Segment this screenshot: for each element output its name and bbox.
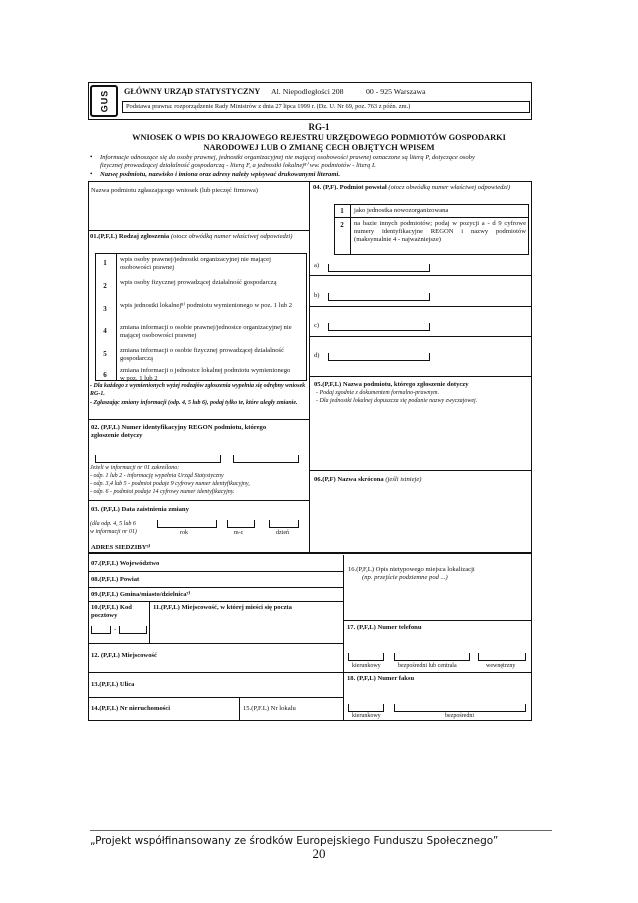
postal-dash: - [114, 626, 117, 633]
s04-option-2-text: na bazie innych podmiotów; podaj w pozycji a - d 9 cyfrowe numery identyfikacyjne REGON i nazwy podmiotów (maksymalnie 4 - najważniejsze) [354, 220, 526, 243]
address-heading: ADRES SIEDZIBY⁹⁾ [91, 544, 151, 551]
s02-note-intro: Jeżeli w informacji nr 01 zakreślono: [90, 465, 180, 471]
f08-label: 08.(P,F,L) Powiat [91, 576, 140, 583]
s01-option-4-text: zmiana informacji o osobie prawnej/jednostce organizacyjnej nie mającej osobowości prawnej [120, 324, 292, 339]
f14-label: 14.(P,F,L) Nr nieruchomości [91, 705, 171, 712]
s02-title: 02. (P,F,L) Numer identyfikacyjny REGON podmiotu, którego zgłoszenie dotyczy [91, 424, 267, 439]
page-number: 20 [312, 846, 326, 861]
form-title-line1: WNIOSEK O WPIS DO KRAJOWEGO REJESTRU URZĘDOWEGO PODMIOTÓW GOSPODARKI [132, 133, 506, 142]
date-day-label: dzień [276, 530, 289, 536]
f13-label: 13.(P,F,L) Ulica [91, 681, 135, 688]
regon-a-letter: a) [314, 262, 320, 269]
s01-note-separate-form: - Dla każdego z wymienionych wyżej rodzajów zgłoszenia wypełnia się odrębny wniosek RG-1. [90, 383, 306, 397]
f07-label: 07.(P,F,L) Województwo [91, 560, 160, 567]
office-address: Al. Niepodległości 208 [271, 87, 344, 96]
f16-hint: (np. przejście podziemne pod ...) [362, 574, 448, 581]
bullet-1: • [90, 153, 93, 161]
s05-note-1: - Podaj zgodnie z dokumentem formalno-prawnym. [316, 390, 439, 396]
date-day-field[interactable] [269, 520, 299, 528]
legal-basis: Podstawa prawna: rozporządzenie Rady Ministrów z dnia 27 lipca 1999 r. (Dz. U. Nr 69, poz. 763 z późn. zm.) [126, 103, 411, 110]
date-month-field[interactable] [227, 520, 255, 528]
phone-ext-field[interactable] [478, 653, 526, 661]
postal-code-part1[interactable] [91, 626, 111, 634]
postal-code-part2[interactable] [119, 626, 147, 634]
footer-rule [90, 830, 552, 831]
s02-note-3: - odp. 6 - podmiot podaje 14 cyfrowy numer identyfikacyjny. [90, 489, 235, 495]
s02-note-1: - odp. 1 lub 2 - informację wypełnia Urząd Statystyczny [90, 473, 224, 479]
s01-option-6-text: zmiana informacji o jednostce lokalnej podmiotu wymienionego w poz. 1 lub 2 [120, 367, 291, 382]
s01-option-2-text: wpis osoby fizycznej prowadzącej działalność gospodarczą [120, 279, 277, 286]
regon-digits-5[interactable] [233, 455, 299, 463]
regon-b-letter: b) [314, 292, 320, 299]
bullet-2: • [90, 170, 93, 178]
date-year-field[interactable] [157, 520, 217, 528]
s04-option-1-text: jako jednostka nowozorganizowana [354, 207, 449, 214]
phone-direct-field[interactable] [394, 653, 470, 661]
f11-label: 11.(P,F,L) Miejscowość, w której mieści się poczta [153, 604, 292, 611]
s01-option-3-text: wpis jednostki lokalnej⁸⁾ podmiotu wymienionego w poz. 1 lub 2 [120, 302, 293, 309]
s03-title: 03. (P,F,L) Data zaistnienia zmiany [91, 506, 189, 513]
s01-heading: 01.(P,F,L) Rodzaj zgłoszenia (otocz obwódką numer właściwej odpowiedzi) [90, 233, 293, 240]
gus-logo [90, 85, 118, 117]
s05-note-2: - Dla jednostki lokalnej dopuszcza się podanie nazwy zwyczajowej. [316, 398, 478, 404]
name-box-input[interactable] [90, 196, 308, 230]
f17-sub-area: kierunkowy [352, 663, 381, 669]
footer-text: „Projekt współfinansowany ze środków Europejskiego Funduszu Społecznego” [90, 835, 499, 847]
regon-d-field[interactable] [328, 353, 430, 361]
f10-label: 10.(P,F,L) Kod pocztowy [91, 604, 132, 619]
s03-hint-2: w informacji nr 01) [90, 529, 137, 535]
f09-label: 09.(P,F,L) Gmina/miasto/dzielnica⁷⁾ [91, 591, 191, 598]
s05-name-field[interactable] [312, 408, 530, 470]
regon-d-letter: d) [314, 352, 320, 359]
gus-logo-text: GUS [98, 89, 109, 113]
regon-digits-9[interactable] [95, 455, 221, 463]
f17-label: 17. (P,F,L) Numer telefonu [347, 624, 422, 631]
office-postal: 00 - 925 Warszawa [366, 87, 426, 96]
fax-area-field[interactable] [348, 704, 384, 712]
s06-short-name-field[interactable] [312, 486, 530, 550]
s03-hint-1: (dla odp. 4, 5 lub 6 [90, 521, 136, 527]
regon-a-field[interactable] [328, 264, 430, 272]
office-name: GŁÓWNY URZĄD STATYSTYCZNY [124, 87, 261, 96]
s01-note-changes-only: - Zgłaszając zmiany informacji (odp. 4, 5 lub 6), podaj tylko te, które uległy zmianie. [90, 400, 298, 406]
s04-option-2-num: 2 [340, 221, 344, 229]
fax-direct-field[interactable] [394, 704, 526, 712]
form-title-line2: NARODOWEJ LUB O ZMIANĘ CECH OBJĘTYCH WPISEM [203, 143, 435, 152]
note-letters-line1: Informacje odnoszące się do osoby prawnej, jednostki organizacyjnej nie mającej osobowości prawnej oznaczone są literą P, dotyczące osoby [100, 154, 475, 161]
s01-option-2-num: 2 [103, 282, 107, 290]
name-box-label: Nazwa podmiotu zgłaszającego wniosek (lub pieczęć firmowa) [91, 187, 258, 194]
s01-option-1-text: wpis osoby prawnej/jednostki organizacyjnej nie mającej osobowości prawnej [120, 256, 271, 271]
note-print-letters: Nazwę podmiotu, nazwisko i imiona oraz adresy należy wpisywać drukowanymi literami. [100, 171, 340, 178]
note-letters-line2: fizycznej prowadzącej działalność gospodarczą - literą F, a jednostki lokalnej⁸⁾ ww. podmiotów - literą L [100, 162, 376, 169]
s01-option-6-num: 6 [103, 371, 107, 379]
s01-option-1-num: 1 [103, 259, 107, 267]
f12-label: 12. (P,F,L) Miejscowość [91, 652, 157, 659]
f18-sub-area: kierunkowy [352, 713, 381, 719]
phone-area-field[interactable] [348, 653, 384, 661]
f16-label: 16.(P,F,L) Opis nietypowego miejsca lokalizacji [348, 566, 475, 573]
date-month-label: m-c [234, 530, 244, 536]
f18-sub-direct: bezpośredni [445, 713, 474, 719]
f15-label: 15.(P,F.L) Nr lokalu [243, 705, 296, 712]
f18-label: 18. (P,F,L) Numer faksu [347, 675, 415, 682]
regon-b-field[interactable] [328, 293, 430, 301]
date-year-label: rok [180, 530, 188, 536]
s05-title: 05.(P,F,L) Nazwa podmiotu, którego zgłoszenie dotyczy [314, 381, 469, 388]
column-divider [309, 181, 310, 554]
s04-heading: 04. (P,F). Podmiot powstał (otocz obwódką numer właściwej odpowiedzi) [313, 184, 511, 191]
s01-option-5-num: 5 [103, 350, 107, 358]
s01-option-3-num: 3 [103, 305, 107, 313]
s01-option-4-num: 4 [103, 327, 107, 335]
form-code: RG-1 [308, 122, 330, 132]
regon-c-field[interactable] [328, 323, 430, 331]
f17-sub-ext: wewnętrzny [486, 663, 516, 669]
f17-sub-direct: bezpośredni lub centrala [398, 663, 457, 669]
s06-heading: 06.(P,F) Nazwa skrócona (jeśli istnieje) [314, 476, 422, 483]
regon-c-letter: c) [314, 322, 320, 329]
s02-note-2: - odp. 3,4 lub 5 - podmiot podaje 9 cyfrowy numer identyfikacyjny, [90, 481, 250, 487]
s04-option-1-num: 1 [340, 207, 344, 215]
s01-option-5-text: zmiana informacji o osobie fizycznej prowadzącej działalność gospodarczą [120, 347, 285, 362]
